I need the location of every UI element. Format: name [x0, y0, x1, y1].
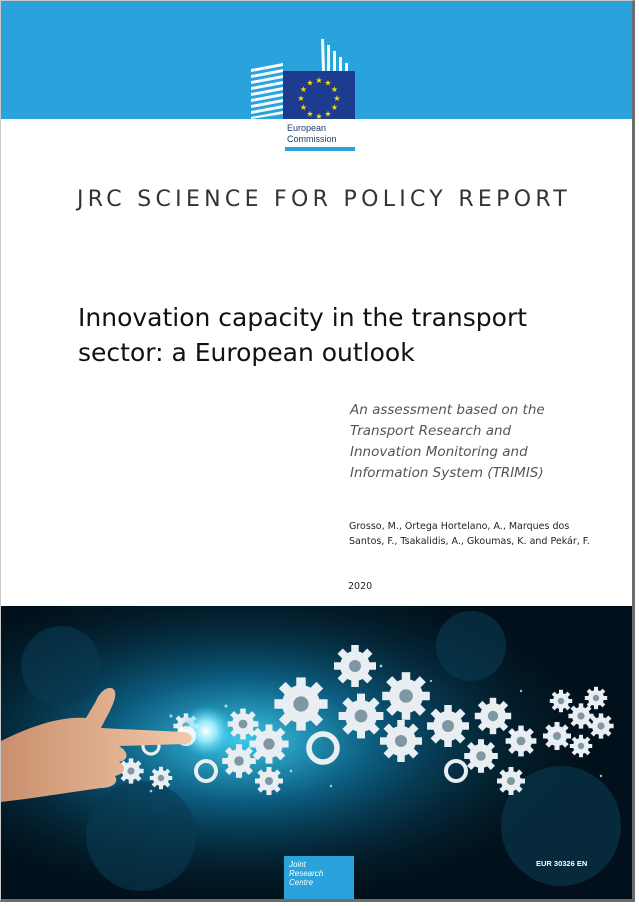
logo-underline	[285, 147, 355, 151]
subtitle-line: Information System (TRIMIS)	[350, 465, 544, 481]
report-number: EUR 30326 EN	[536, 859, 588, 868]
logo-line-european: European	[287, 123, 327, 133]
svg-text:★: ★	[330, 103, 339, 112]
jrc-logo-box	[284, 856, 354, 902]
svg-text:★: ★	[306, 78, 314, 88]
svg-text:★: ★	[330, 85, 339, 94]
subtitle-line: Innovation Monitoring and	[350, 444, 528, 460]
jrc-line: Research	[289, 869, 324, 878]
jrc-line: Centre	[289, 878, 314, 887]
report-series-heading: JRC SCIENCE FOR POLICY REPORT	[77, 187, 572, 212]
svg-text:★: ★	[333, 94, 341, 103]
svg-text:★: ★	[299, 103, 308, 112]
svg-text:★: ★	[315, 76, 323, 85]
report-subtitle	[350, 400, 600, 484]
report-title	[78, 300, 558, 370]
svg-text:★: ★	[297, 94, 305, 103]
logo-line-commission: Commission	[287, 134, 337, 144]
authors-line-2: Santos, F., Tsakalidis, A., Gkoumas, K. and Pekár, F.	[349, 536, 590, 547]
report-authors	[349, 519, 609, 549]
report-title-line-1: Innovation capacity in the transport	[78, 303, 528, 332]
svg-text:★: ★	[306, 109, 314, 119]
authors-line-1: Grosso, M., Ortega Hortelano, A., Marques dos	[349, 521, 570, 532]
report-year: 2020	[348, 581, 373, 592]
report-title-line-2: sector: a European outlook	[78, 338, 415, 367]
commission-building-icon	[249, 39, 355, 119]
subtitle-line: An assessment based on the	[350, 402, 545, 418]
european-commission-logo	[249, 39, 355, 151]
svg-text:★: ★	[324, 109, 332, 119]
svg-text:★: ★	[299, 85, 308, 94]
logo-text	[287, 123, 367, 145]
svg-text:★: ★	[324, 78, 332, 88]
jrc-line: Joint	[289, 860, 306, 869]
svg-text:★: ★	[315, 112, 323, 119]
subtitle-line: Transport Research and	[350, 423, 512, 439]
